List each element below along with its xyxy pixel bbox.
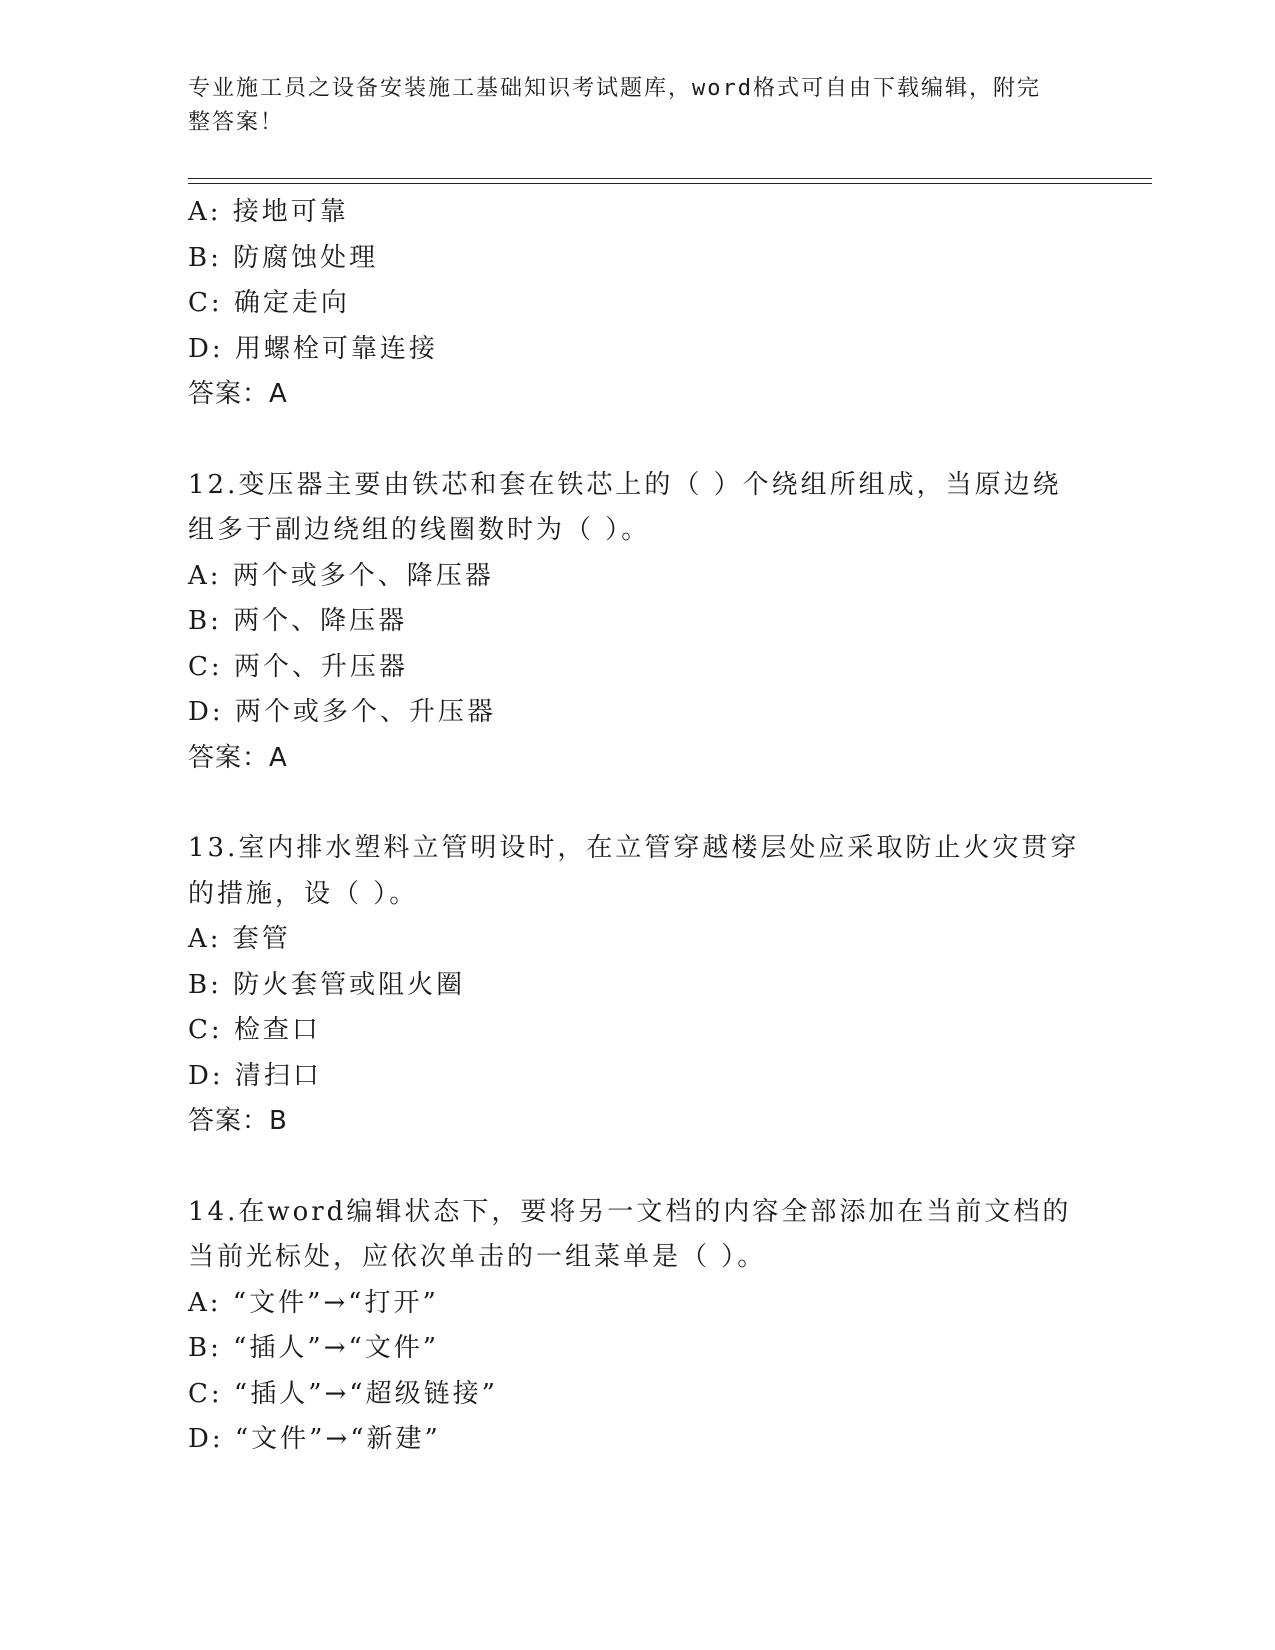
option-c: C: 两个、升压器 [188, 651, 408, 682]
option-c: C: 检查口 [188, 1015, 321, 1045]
spacer [188, 781, 1088, 826]
question-text-line-2: 的措施，设（ ）。 [188, 878, 419, 909]
option-c: C: “插人”→“超级链接” [188, 1378, 498, 1409]
option-d: D: 用螺栓可靠连接 [188, 333, 438, 364]
option-b: B: 防腐蚀处理 [188, 242, 379, 273]
option-d: D: “文件”→“新建” [188, 1424, 441, 1454]
question-list [188, 190, 1088, 1463]
question-block-14 [188, 1190, 1088, 1463]
option-d: D: 清扫口 [188, 1060, 322, 1091]
option-a: A: 两个或多个、降压器 [188, 560, 494, 591]
option-b: B: 两个、降压器 [188, 606, 408, 636]
header-line-1: 专业施工员之设备安装施工基础知识考试题库，word格式可自由下载编辑，附完 [188, 76, 1041, 101]
question-block-11 [188, 190, 1088, 418]
question-text-line-2: 组多于副边绕组的线圈数时为（ ）。 [188, 515, 651, 545]
question-block-12 [188, 463, 1088, 782]
option-a: A: 套管 [188, 924, 291, 954]
answer-line: 答案：A [188, 742, 288, 773]
option-b: B: 防火套管或阻火圈 [188, 969, 466, 1000]
question-text-line-1: 14.在word编辑状态下，要将另一文档的内容全部添加在当前文档的 [188, 1196, 1072, 1227]
option-b: B: “插人”→“文件” [188, 1333, 440, 1363]
option-a: A: 接地可靠 [188, 197, 349, 227]
spacer [188, 1145, 1088, 1190]
question-text-line-1: 13.室内排水塑料立管明设时，在立管穿越楼层处应采取防止火灾贯穿 [188, 833, 1080, 863]
document-header [188, 72, 1068, 140]
option-c: C: 确定走向 [188, 288, 350, 318]
option-d: D: 两个或多个、升压器 [188, 697, 496, 727]
question-text-line-2: 当前光标处，应依次单击的一组菜单是（ ）。 [188, 1242, 767, 1272]
spacer [188, 418, 1088, 463]
header-rule-bottom [188, 183, 1152, 184]
header-rule-top [188, 178, 1152, 179]
option-a: A: “文件”→“打开” [188, 1287, 439, 1318]
answer-line: 答案：A [188, 379, 288, 409]
header-line-2: 整答案！ [188, 110, 285, 135]
question-block-13 [188, 826, 1088, 1145]
answer-line: 答案：B [188, 1106, 288, 1136]
question-text-line-1: 12.变压器主要由铁芯和套在铁芯上的（ ）个绕组所组成，当原边绕 [188, 469, 1062, 500]
